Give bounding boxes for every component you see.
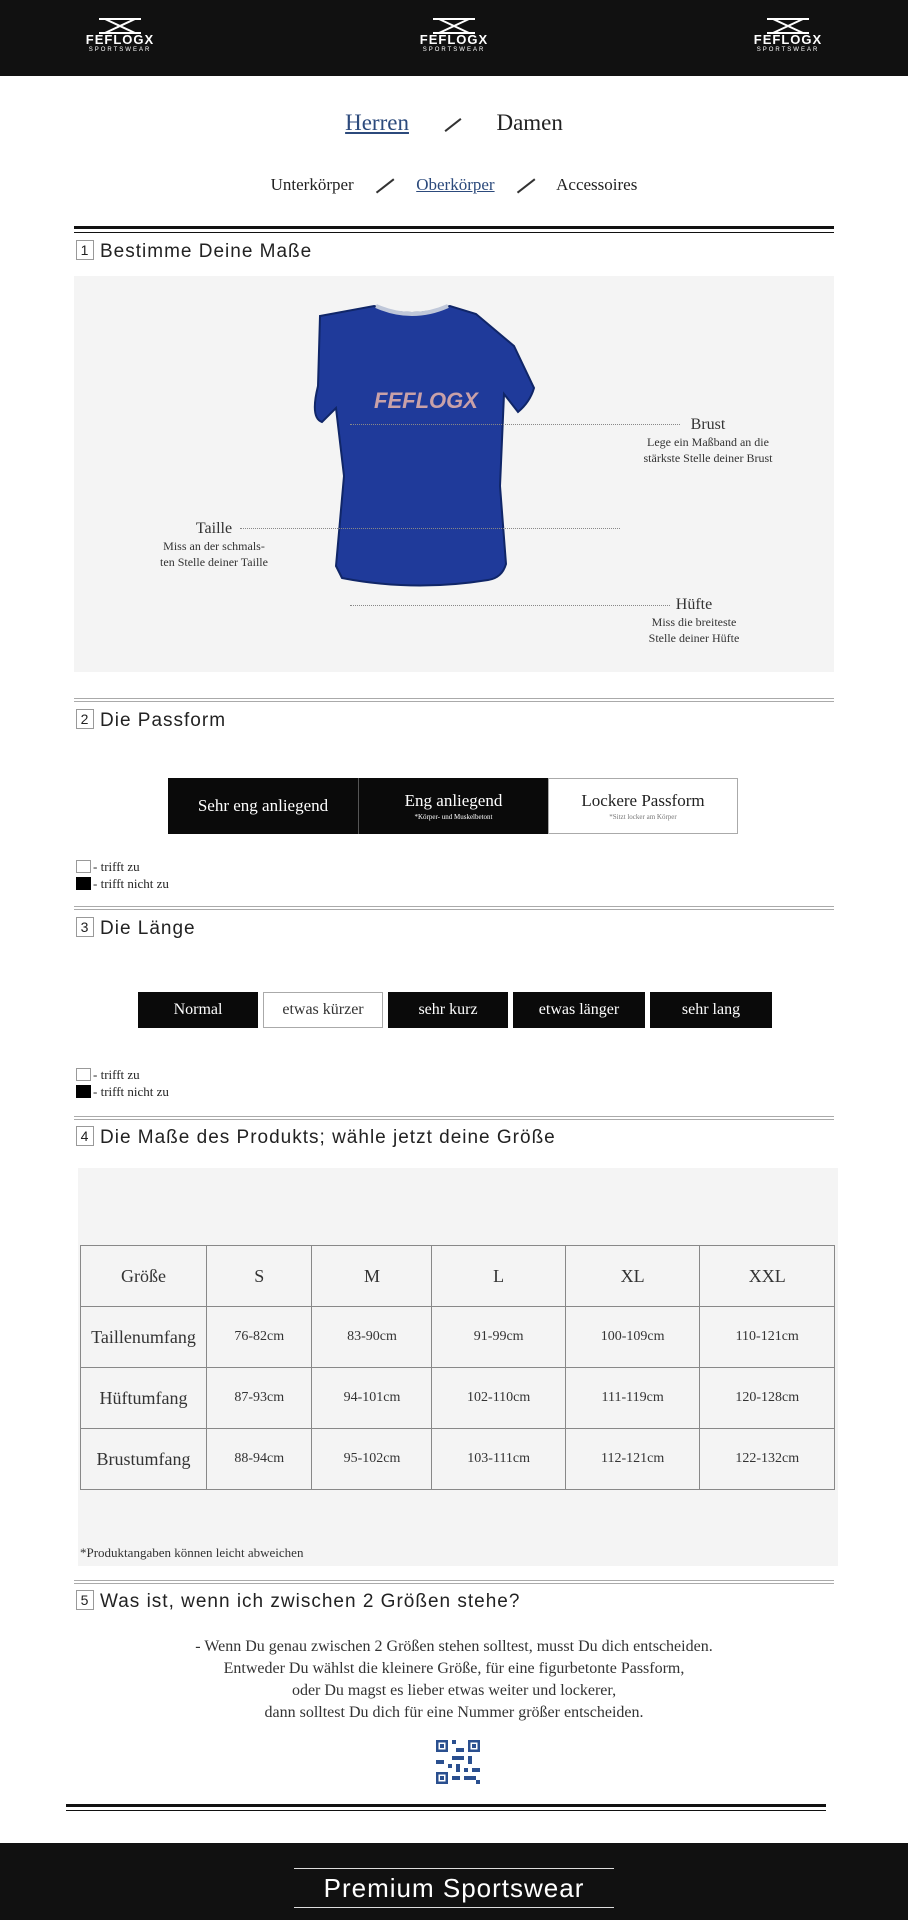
table-cell: 87-93cm	[207, 1368, 312, 1429]
logo-wordmark: FEFLOGX	[85, 32, 155, 47]
table-cell: 100-109cm	[565, 1307, 700, 1368]
brand-logo[interactable]	[72, 18, 168, 58]
table-cell: 95-102cm	[312, 1429, 432, 1490]
legend-applies	[76, 1066, 169, 1083]
section-title-text: Bestimme Deine Maße	[100, 241, 313, 262]
legend-text: - trifft zu	[93, 859, 140, 874]
table-row	[81, 1307, 835, 1368]
fit-option-note: *Sitzt locker am Körper	[609, 813, 677, 821]
hip-desc-line: Stelle deiner Hüfte	[648, 631, 740, 645]
black-square-icon	[76, 1085, 91, 1098]
table-cell: 120-128cm	[700, 1368, 835, 1429]
section-title-text: Was ist, wenn ich zwischen 2 Größen stehe?	[100, 1591, 521, 1612]
legend-text: - trifft zu	[93, 1067, 140, 1082]
fit-option-note: *Körper- und Muskelbetont	[414, 813, 493, 821]
size-advice	[0, 1636, 908, 1724]
divider	[74, 906, 834, 910]
section-title-between-sizes	[76, 1590, 520, 1613]
table-row-header: Brustumfang	[81, 1429, 207, 1490]
footer-line-top	[294, 1868, 614, 1869]
size-table	[80, 1245, 835, 1490]
chest-annotation	[618, 416, 798, 466]
fit-option-label: Sehr eng anliegend	[197, 796, 329, 815]
section-number: 2	[76, 709, 94, 729]
length-option-very-short: sehr kurz	[388, 992, 508, 1028]
nav-link-accessoires[interactable]: Accessoires	[556, 175, 638, 194]
logo-subtitle: SPORTSWEAR	[88, 47, 152, 53]
top-bar	[0, 0, 908, 76]
waist-label: Taille	[195, 520, 233, 537]
tshirt-print: FEFLOGX	[374, 388, 478, 413]
table-header-row	[81, 1246, 835, 1307]
fit-option-very-tight	[168, 778, 358, 834]
nav-link-herren[interactable]: Herren	[345, 110, 409, 135]
table-cell: 103-111cm	[432, 1429, 565, 1490]
section-title-measure	[76, 240, 312, 263]
legend-text: - trifft nicht zu	[93, 1084, 169, 1099]
length-option-shorter: etwas kürzer	[263, 992, 383, 1028]
section-number: 4	[76, 1126, 94, 1146]
waist-desc-line: ten Stelle deiner Taille	[160, 555, 268, 569]
chest-desc-line: Lege ein Maßband an die	[647, 435, 769, 449]
fit-option-tight	[358, 778, 548, 834]
brand-logo[interactable]	[740, 18, 836, 58]
waist-annotation	[134, 520, 294, 570]
logo-wordmark: FEFLOGX	[753, 32, 823, 47]
nav-link-oberkoerper[interactable]: Oberkörper	[416, 175, 495, 194]
table-cell: 112-121cm	[565, 1429, 700, 1490]
length-options	[138, 992, 777, 1028]
advice-line: dann solltest Du dich für eine Nummer größer entscheiden.	[264, 1704, 644, 1721]
divider	[74, 1116, 834, 1120]
table-cell: 122-132cm	[700, 1429, 835, 1490]
nav-link-unterkoerper[interactable]: Unterkörper	[270, 175, 354, 194]
legend-not-applies	[76, 1083, 169, 1100]
black-square-icon	[76, 877, 91, 890]
table-cell: 102-110cm	[432, 1368, 565, 1429]
white-square-icon	[76, 860, 91, 873]
table-row	[81, 1368, 835, 1429]
white-square-icon	[76, 1068, 91, 1081]
section-number: 1	[76, 240, 94, 260]
measurement-guide	[74, 276, 834, 672]
table-header-cell: M	[312, 1246, 432, 1307]
table-header-cell: XL	[565, 1246, 700, 1307]
section-number: 5	[76, 1590, 94, 1610]
table-cell: 83-90cm	[312, 1307, 432, 1368]
fit-option-loose	[548, 778, 738, 834]
table-header-cell: L	[432, 1246, 565, 1307]
fit-legend	[76, 858, 169, 892]
table-cell: 111-119cm	[565, 1368, 700, 1429]
advice-line: Entweder Du wählst die kleinere Größe, für eine figurbetonte Passform,	[223, 1660, 685, 1677]
section-title-length	[76, 917, 196, 940]
divider	[74, 1580, 834, 1584]
table-header-cell: S	[207, 1246, 312, 1307]
length-option-longer: etwas länger	[513, 992, 645, 1028]
hip-desc-line: Miss die breiteste	[651, 615, 737, 629]
table-cell: 91-99cm	[432, 1307, 565, 1368]
hip-label: Hüfte	[675, 596, 713, 613]
brand-logo[interactable]	[406, 18, 502, 58]
table-cell: 94-101cm	[312, 1368, 432, 1429]
waist-desc-line: Miss an der schmals-	[163, 539, 265, 553]
section-title-fit	[76, 709, 226, 732]
nav-link-damen[interactable]: Damen	[496, 110, 563, 135]
table-cell: 88-94cm	[207, 1429, 312, 1490]
section-title-sizes	[76, 1126, 556, 1149]
divider	[74, 698, 834, 702]
table-cell: 110-121cm	[700, 1307, 835, 1368]
length-option-very-long: sehr lang	[650, 992, 772, 1028]
fit-options	[168, 778, 738, 834]
legend-text: - trifft nicht zu	[93, 876, 169, 891]
table-row-header: Taillenumfang	[81, 1307, 207, 1368]
tshirt-body	[315, 306, 534, 586]
separator-slash	[376, 179, 394, 194]
chest-desc-line: stärkste Stelle deiner Brust	[643, 451, 773, 465]
hip-annotation	[614, 596, 774, 646]
category-nav	[0, 175, 908, 195]
table-header-cell: Größe	[81, 1246, 207, 1307]
length-option-normal: Normal	[138, 992, 258, 1028]
footer	[0, 1843, 908, 1920]
table-row	[81, 1429, 835, 1490]
logo-subtitle: SPORTSWEAR	[422, 47, 486, 53]
legend-not-applies	[76, 875, 169, 892]
size-disclaimer: *Produktangaben können leicht abweichen	[80, 1545, 304, 1560]
legend-applies	[76, 858, 169, 875]
separator-slash	[444, 118, 461, 132]
footer-line-bottom	[294, 1907, 614, 1908]
length-legend	[76, 1066, 169, 1100]
logo-subtitle: SPORTSWEAR	[756, 47, 820, 53]
separator-slash	[517, 179, 535, 194]
divider	[74, 226, 834, 233]
table-header-cell: XXL	[700, 1246, 835, 1307]
section-title-text: Die Länge	[100, 918, 196, 939]
section-title-text: Die Passform	[100, 710, 227, 731]
table-row-header: Hüftumfang	[81, 1368, 207, 1429]
fit-option-label: Eng anliegend	[404, 791, 503, 810]
divider	[66, 1804, 826, 1811]
chest-label: Brust	[690, 416, 726, 433]
fit-option-label: Lockere Passform	[581, 791, 705, 810]
advice-line: - Wenn Du genau zwischen 2 Größen stehen solltest, musst Du dich entscheiden.	[195, 1638, 713, 1655]
section-number: 3	[76, 917, 94, 937]
waist-line	[240, 528, 620, 529]
logo-wordmark: FEFLOGX	[419, 32, 489, 47]
section-title-text: Die Maße des Produkts; wähle jetzt deine Größe	[100, 1127, 556, 1148]
table-cell: 76-82cm	[207, 1307, 312, 1368]
gender-nav	[0, 110, 908, 136]
footer-slogan: Premium Sportswear	[323, 1873, 585, 1903]
qr-code-icon[interactable]	[436, 1740, 480, 1784]
advice-line: oder Du magst es lieber etwas weiter und lockerer,	[291, 1682, 617, 1699]
